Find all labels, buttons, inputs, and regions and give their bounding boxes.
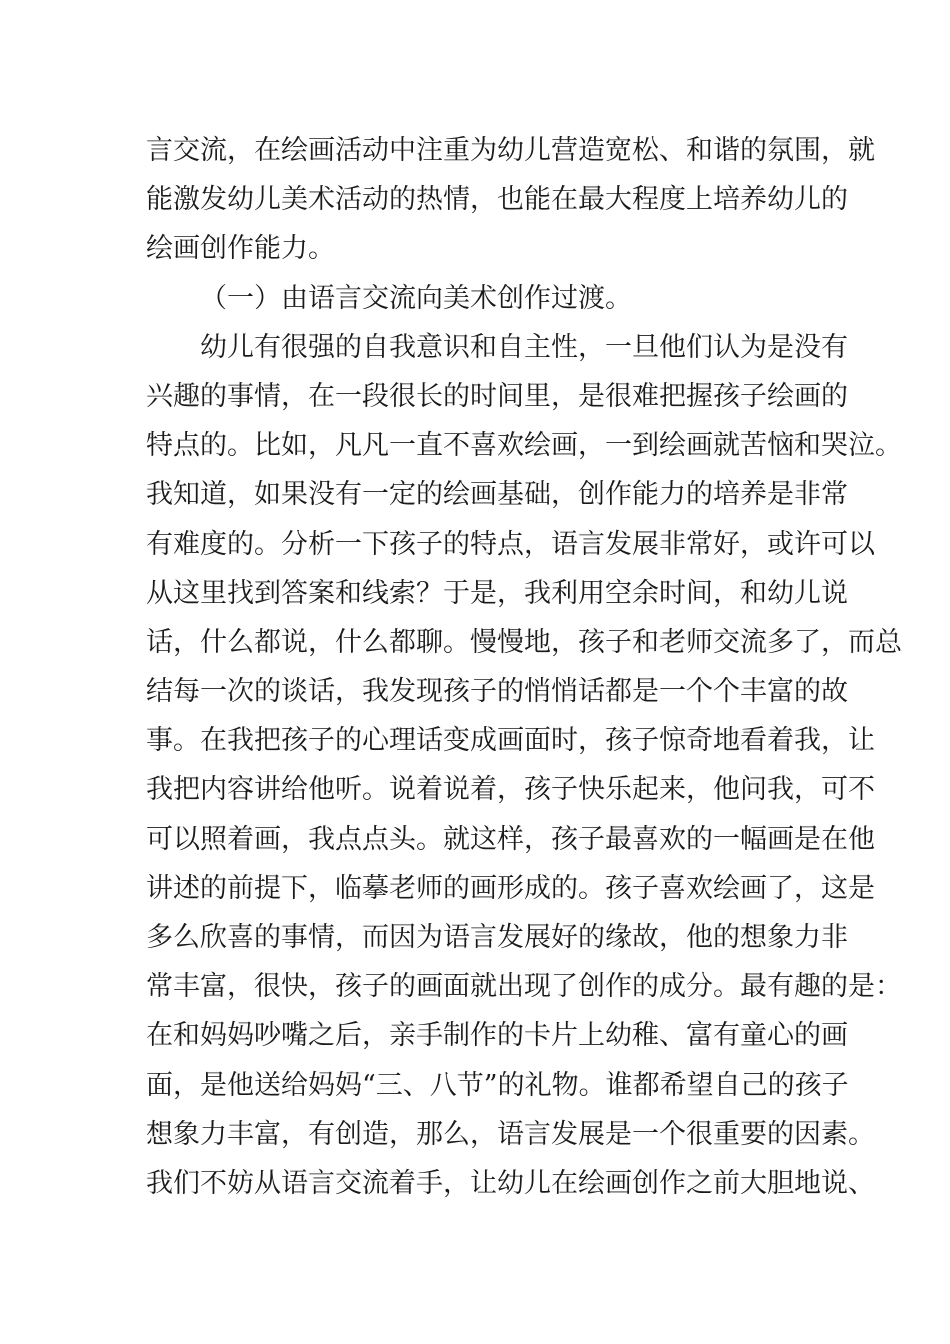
text-line-15: 可以照着画，我点点头。就这样，孩子最喜欢的一幅画是在他 xyxy=(146,823,875,855)
text-line-9: 有难度的。分析一下孩子的特点，语言发展非常好，或许可以 xyxy=(146,528,875,560)
text-line-18: 常丰富，很快，孩子的画面就出现了创作的成分。最有趣的是： xyxy=(146,971,902,1003)
text-line-1: 言交流，在绘画活动中注重为幼儿营造宽松、和谐的氛围，就 xyxy=(146,135,875,166)
text-line-19: 在和妈妈吵嘴之后，亲手制作的卡片上幼稚、富有童心的画 xyxy=(146,1020,848,1052)
text-line-21: 想象力丰富，有创造，那么，语言发展是一个很重要的因素。 xyxy=(146,1118,875,1150)
document-page xyxy=(146,126,902,1208)
text-line-20: 面，是他送给妈妈“三、八节”的礼物。谁都希望自己的孩子 xyxy=(146,1069,849,1101)
section-heading: （一）由语言交流向美术创作过渡。 xyxy=(200,282,632,314)
text-line-17: 多么欣喜的事情，而因为语言发展好的缘故，他的想象力非 xyxy=(146,922,848,953)
text-line-8: 我知道，如果没有一定的绘画基础，创作能力的培养是非常 xyxy=(146,479,848,511)
text-line-12: 结每一次的谈话，我发现孩子的悄悄话都是一个个丰富的故 xyxy=(146,676,848,708)
text-line-11: 话，什么都说，什么都聊。慢慢地，孩子和老师交流多了，而总 xyxy=(146,626,902,658)
text-line-16: 讲述的前提下，临摹老师的画形成的。孩子喜欢绘画了，这是 xyxy=(146,872,875,904)
text-line-6: 兴趣的事情，在一段很长的时间里，是很难把握孩子绘画的 xyxy=(146,380,848,412)
text-line-5: 幼儿有很强的自我意识和自主性，一旦他们认为是没有 xyxy=(200,331,848,363)
text-line-14: 我把内容讲给他听。说着说着，孩子快乐起来，他问我，可不 xyxy=(146,774,875,806)
text-line-10: 从这里找到答案和线索？于是，我利用空余时间，和幼儿说 xyxy=(146,577,848,609)
text-line-3: 绘画创作能力。 xyxy=(146,233,335,265)
text-line-2: 能激发幼儿美术活动的热情，也能在最大程度上培养幼儿的 xyxy=(146,184,848,216)
text-line-7: 特点的。比如，凡凡一直不喜欢绘画，一到绘画就苦恼和哭泣。 xyxy=(146,430,902,462)
text-line-22: 我们不妨从语言交流着手，让幼儿在绘画创作之前大胆地说、 xyxy=(146,1167,875,1199)
text-line-13: 事。在我把孩子的心理话变成画面时，孩子惊奇地看着我，让 xyxy=(146,725,875,757)
